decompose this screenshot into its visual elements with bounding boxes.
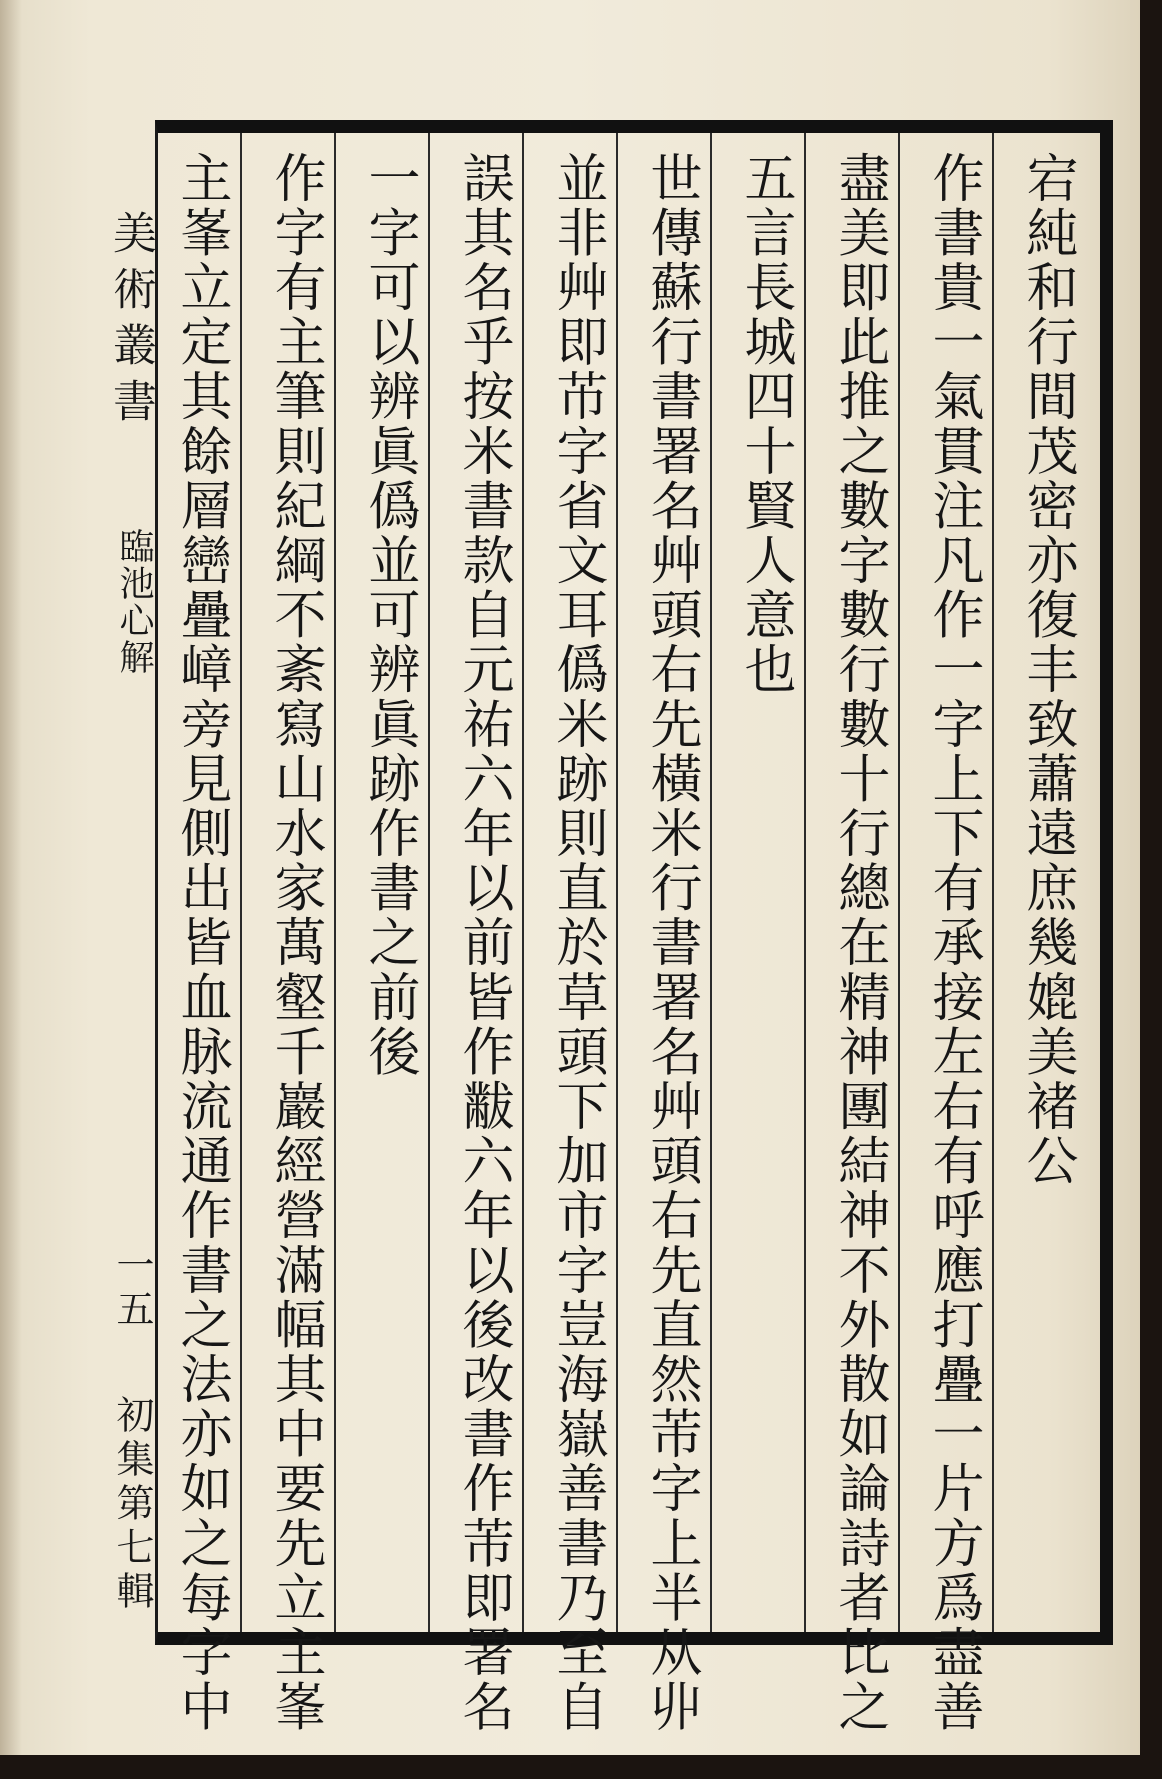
column-rule bbox=[804, 133, 806, 1632]
series-label: 初集第七輯 bbox=[110, 1395, 154, 1615]
book-title: 美術叢書 bbox=[105, 210, 156, 434]
text-column-7: 誤其名乎按米書款自元祐六年以前皆作黻六年以後改書作芾即署名 bbox=[453, 151, 513, 1735]
column-rule bbox=[522, 133, 524, 1632]
spine-shadow bbox=[0, 0, 22, 1755]
text-column-6: 並非艸即芇字省文耳僞米跡則直於草頭下加市字豈海嶽善書乃至自 bbox=[547, 151, 607, 1735]
text-column-1: 宕純和行間茂密亦復丰致蕭遠庶幾媲美褚公 bbox=[1017, 151, 1077, 1189]
text-column-3: 盡美即此推之數字數行數十行總在精神團結神不外散如論詩者比之 bbox=[829, 151, 889, 1735]
column-rule bbox=[428, 133, 430, 1632]
column-rule bbox=[616, 133, 618, 1632]
column-rule bbox=[992, 133, 994, 1632]
column-rule bbox=[710, 133, 712, 1632]
chapter-title: 臨池心解 bbox=[114, 528, 154, 676]
text-column-9: 作字有主筆則紀綱不紊寫山水家萬壑千巖經營滿幅其中要先立主峯 bbox=[265, 151, 325, 1735]
text-column-2: 作書貴一氣貫注凡作一字上下有承接左右有呼應打疊一片方爲盡善 bbox=[923, 151, 983, 1735]
column-rule bbox=[334, 133, 336, 1632]
text-column-10: 主峯立定其餘層巒疊嶂旁見側出皆血脉流通作書之法亦如之每字中 bbox=[171, 151, 231, 1735]
text-column-4: 五言長城四十賢人意也 bbox=[735, 151, 795, 697]
text-frame bbox=[155, 120, 1113, 1735]
column-rule bbox=[898, 133, 900, 1632]
column-rule bbox=[240, 133, 242, 1632]
text-column-5: 世傳蘇行書署名艸頭右先橫米行書署名艸頭右先直然芾字上半从丱 bbox=[641, 151, 701, 1735]
page-number: 一五 bbox=[110, 1245, 154, 1333]
text-column-8: 一字可以辨眞僞並可辨眞跡作書之前後 bbox=[359, 151, 419, 1080]
